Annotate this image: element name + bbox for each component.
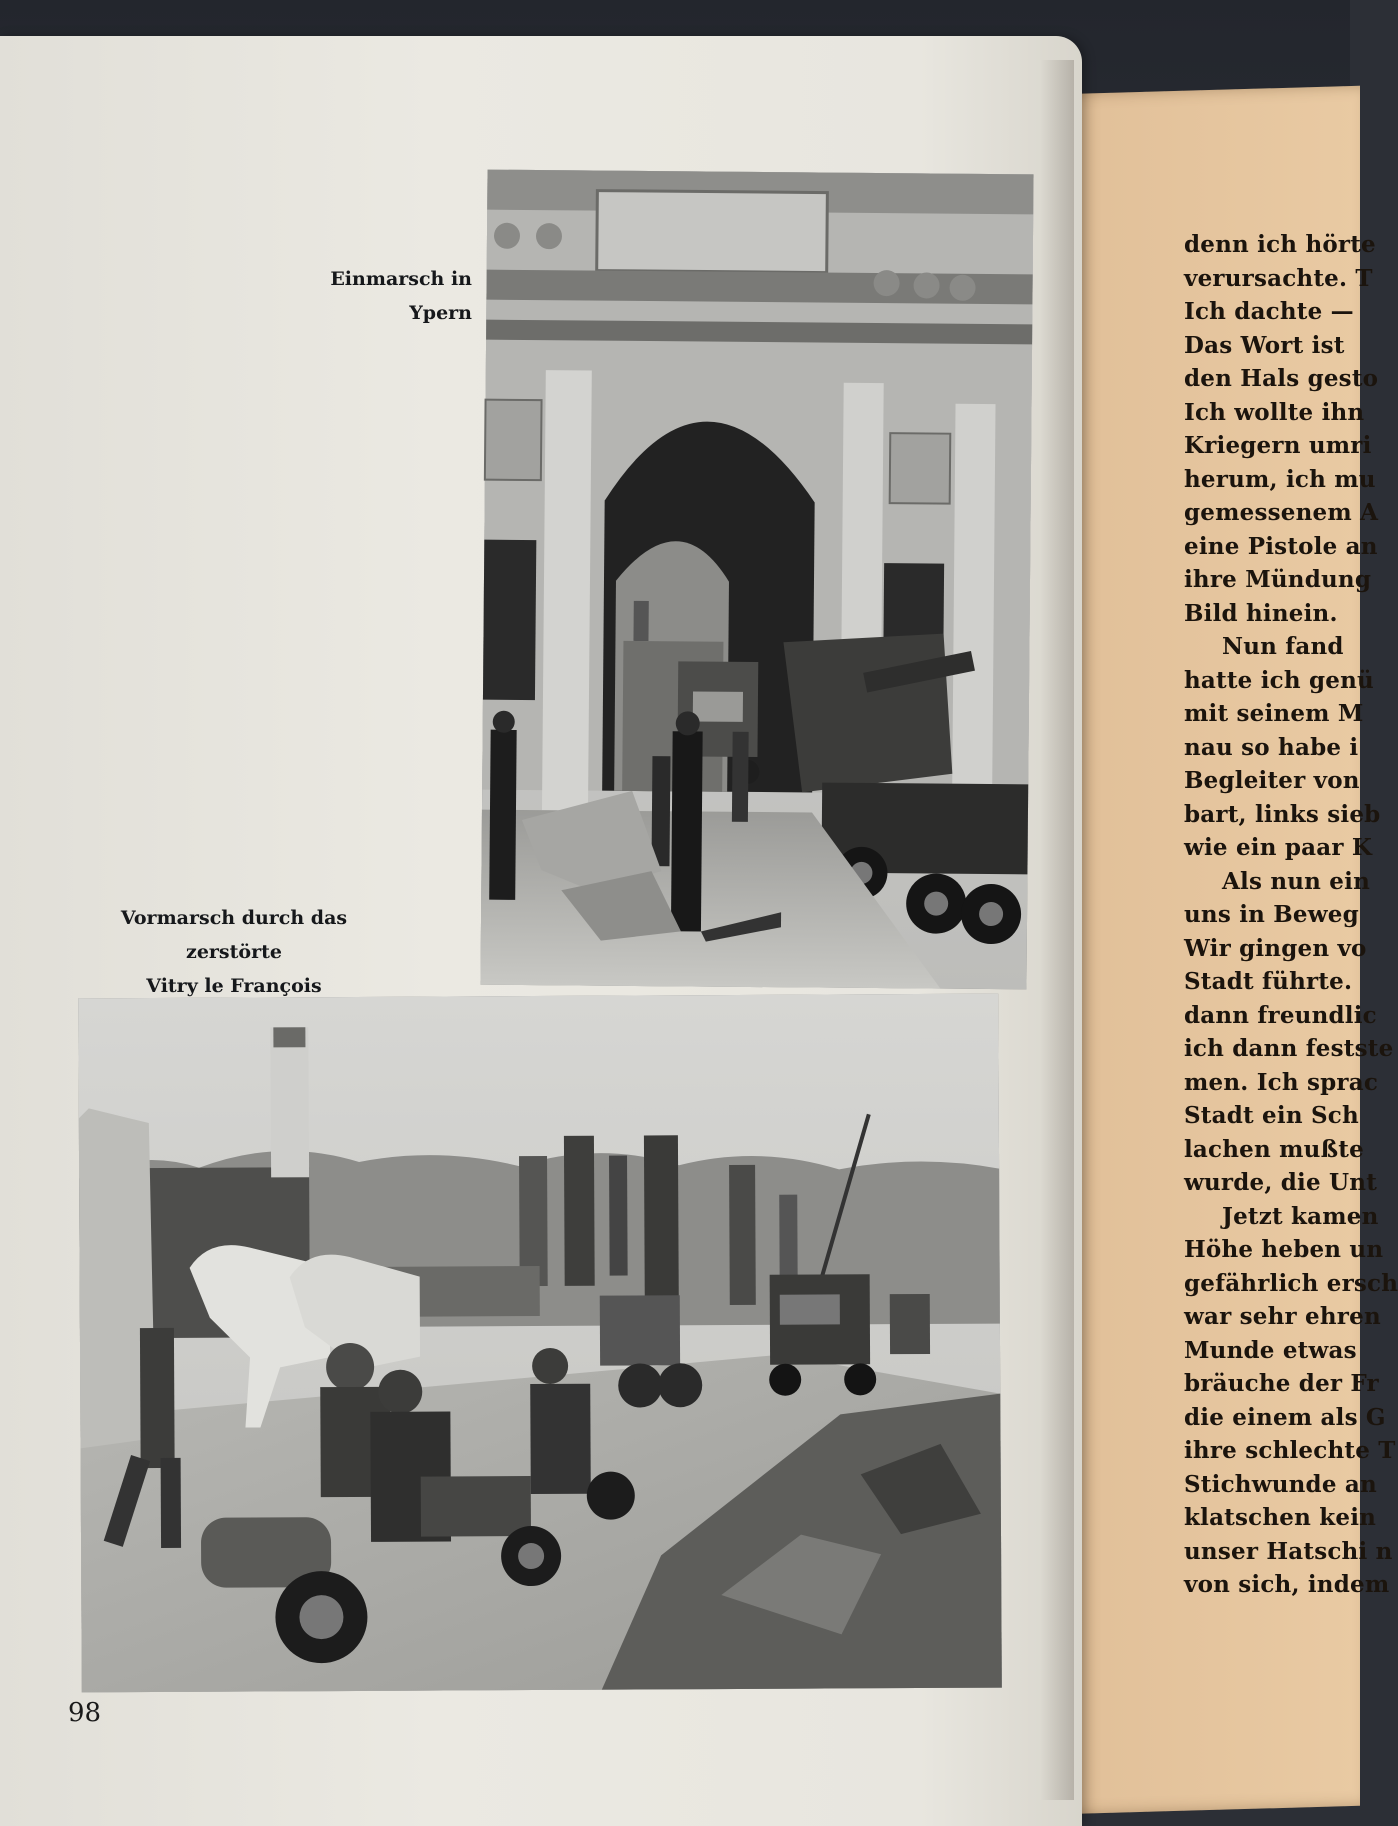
page-number: 98	[68, 1698, 102, 1728]
caption-bottom-photo	[84, 901, 384, 1003]
text-line: war sehr ehren	[1184, 1303, 1381, 1330]
text-line: men. Ich sprac	[1184, 1068, 1379, 1096]
text-line: Ich wollte ihn	[1184, 398, 1365, 426]
text-line: eine Pistole an	[1184, 532, 1378, 560]
text-line: Bild hinein.	[1184, 599, 1338, 627]
text-line: lachen mußte	[1184, 1135, 1364, 1163]
text-line: bräuche der Fr	[1184, 1370, 1379, 1397]
text-line: dann freundlic	[1184, 1001, 1377, 1029]
text-line: ihre schlechte T	[1184, 1437, 1396, 1464]
text-line: gefährlich ersch	[1184, 1269, 1398, 1297]
photo-gate-arch	[480, 170, 1033, 990]
text-line: denn ich hörte	[1184, 231, 1376, 258]
gutter-shadow	[1040, 60, 1074, 1800]
text-line: Stadt ein Sch	[1184, 1102, 1359, 1129]
text-line: verursachte. T	[1184, 264, 1373, 292]
text-line: Stadt führte.	[1184, 968, 1353, 995]
text-line: gemessenem A	[1184, 499, 1379, 526]
text-line: Nun fand	[1222, 633, 1344, 660]
text-line: nau so habe i	[1184, 733, 1359, 761]
text-line: wie ein paar K	[1184, 834, 1373, 861]
text-line: Das Wort ist	[1184, 331, 1345, 359]
text-line: Höhe heben un	[1184, 1236, 1384, 1263]
caption-top-photo: Einmarsch in Ypern	[330, 268, 472, 324]
text-line: von sich, indem	[1184, 1571, 1390, 1598]
text-line: ich dann festste	[1184, 1035, 1394, 1062]
text-line: Begleiter von	[1184, 767, 1360, 794]
text-line: mit seinem M	[1184, 700, 1364, 727]
text-line: ihre Mündung	[1184, 566, 1372, 593]
text-line: hatte ich genü	[1184, 666, 1374, 694]
caption-bottom-line-1: Vormarsch durch das zerstörte	[120, 907, 348, 963]
photo-ruined-town	[78, 994, 1002, 1693]
text-line: Ich dachte —	[1184, 298, 1354, 325]
text-line: den Hals gesto	[1184, 365, 1379, 392]
text-line: Jetzt kamen	[1222, 1202, 1379, 1230]
text-line: bart, links sieb	[1184, 800, 1381, 828]
text-line: klatschen kein	[1184, 1504, 1377, 1531]
text-line: Wir gingen vo	[1184, 934, 1367, 962]
text-line: Als nun ein	[1222, 867, 1371, 895]
text-line: Kriegern umri	[1184, 432, 1372, 459]
text-line: uns in Beweg	[1184, 901, 1359, 928]
text-line: unser Hatschi n	[1184, 1537, 1393, 1565]
caption-bottom-line-2: Vitry le François	[146, 975, 322, 997]
text-line: Stichwunde an	[1184, 1470, 1377, 1498]
text-line: Munde etwas	[1184, 1336, 1357, 1364]
right-page-text	[1184, 228, 1398, 1602]
text-line: herum, ich mu	[1184, 465, 1376, 493]
text-line: die einem als G	[1184, 1403, 1386, 1431]
text-line: wurde, die Unt	[1184, 1169, 1378, 1196]
